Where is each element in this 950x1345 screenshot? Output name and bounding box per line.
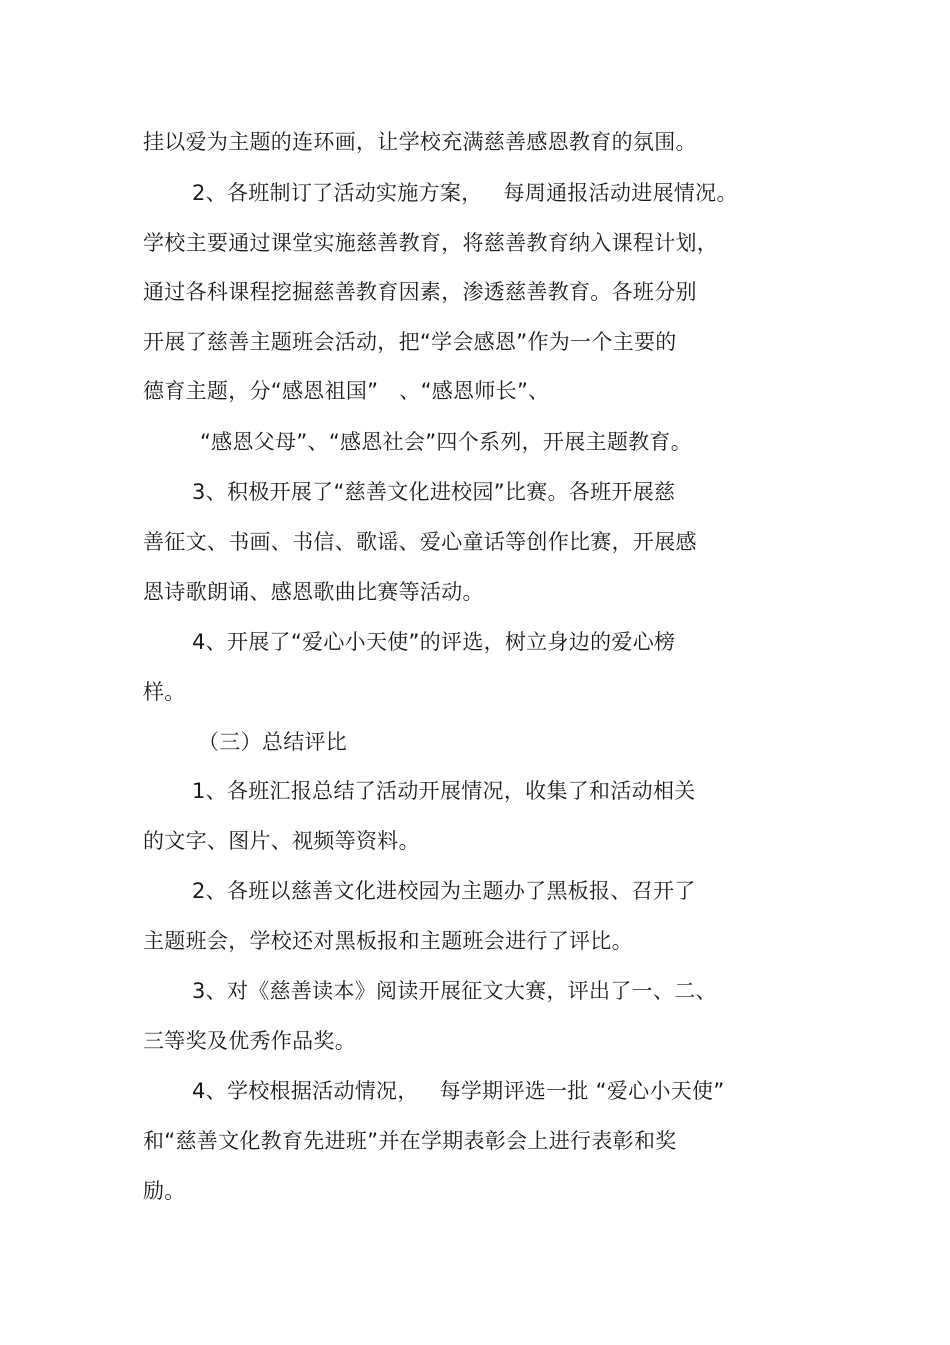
text-line-11: 4、开展了“爱心小天使”的评选，树立身边的爱心榜	[192, 630, 676, 654]
text-line-22: 励。	[143, 1179, 186, 1203]
text-line-4: 通过各科课程挖掘慈善教育因素，渗透慈善教育。各班分别	[143, 280, 697, 304]
text-line-3: 学校主要通过课堂实施慈善教育，将慈善教育纳入课程计划，	[143, 231, 719, 255]
text-line-21: 和“慈善文化教育先进班”并在学期表彰会上进行表彰和奖	[143, 1129, 677, 1153]
text-line-8: 3、积极开展了“慈善文化进校园”比赛。各班开展慈	[192, 480, 676, 504]
text-line-16: 2、各班以慈善文化进校园为主题办了黑板报、召开了	[192, 879, 696, 903]
text-line-9: 善征文、书画、书信、歌谣、爱心童话等创作比赛，开展感	[143, 530, 697, 554]
text-line-18: 3、对《慈善读本》阅读开展征文大赛，评出了一、二、	[192, 979, 717, 1003]
text-line-15: 的文字、图片、视频等资料。	[143, 829, 420, 853]
section-heading: （三）总结评比	[198, 730, 348, 754]
text-line-5: 开展了慈善主题班会活动，把“学会感恩”作为一个主要的	[143, 330, 677, 354]
text-line-19: 三等奖及优秀作品奖。	[143, 1029, 356, 1053]
text-line-2: 2、各班制订了活动实施方案， 每周通报活动进展情况。	[192, 181, 738, 205]
text-line-6: 德育主题，分“感恩祖国” 、“感恩师长”、	[143, 379, 550, 403]
text-line-20: 4、学校根据活动情况， 每学期评选一批 “爱心小天使”	[192, 1079, 725, 1103]
text-line-14: 1、各班汇报总结了活动开展情况，收集了和活动相关	[192, 779, 696, 803]
text-line-12: 样。	[143, 680, 186, 704]
text-line-17: 主题班会，学校还对黑板报和主题班会进行了评比。	[143, 929, 633, 953]
text-line-10: 恩诗歌朗诵、感恩歌曲比赛等活动。	[143, 580, 484, 604]
text-line-1: 挂以爱为主题的连环画，让学校充满慈善感恩教育的氛围。	[143, 130, 697, 154]
text-line-7: “感恩父母”、“感恩社会”四个系列，开展主题教育。	[200, 430, 693, 454]
